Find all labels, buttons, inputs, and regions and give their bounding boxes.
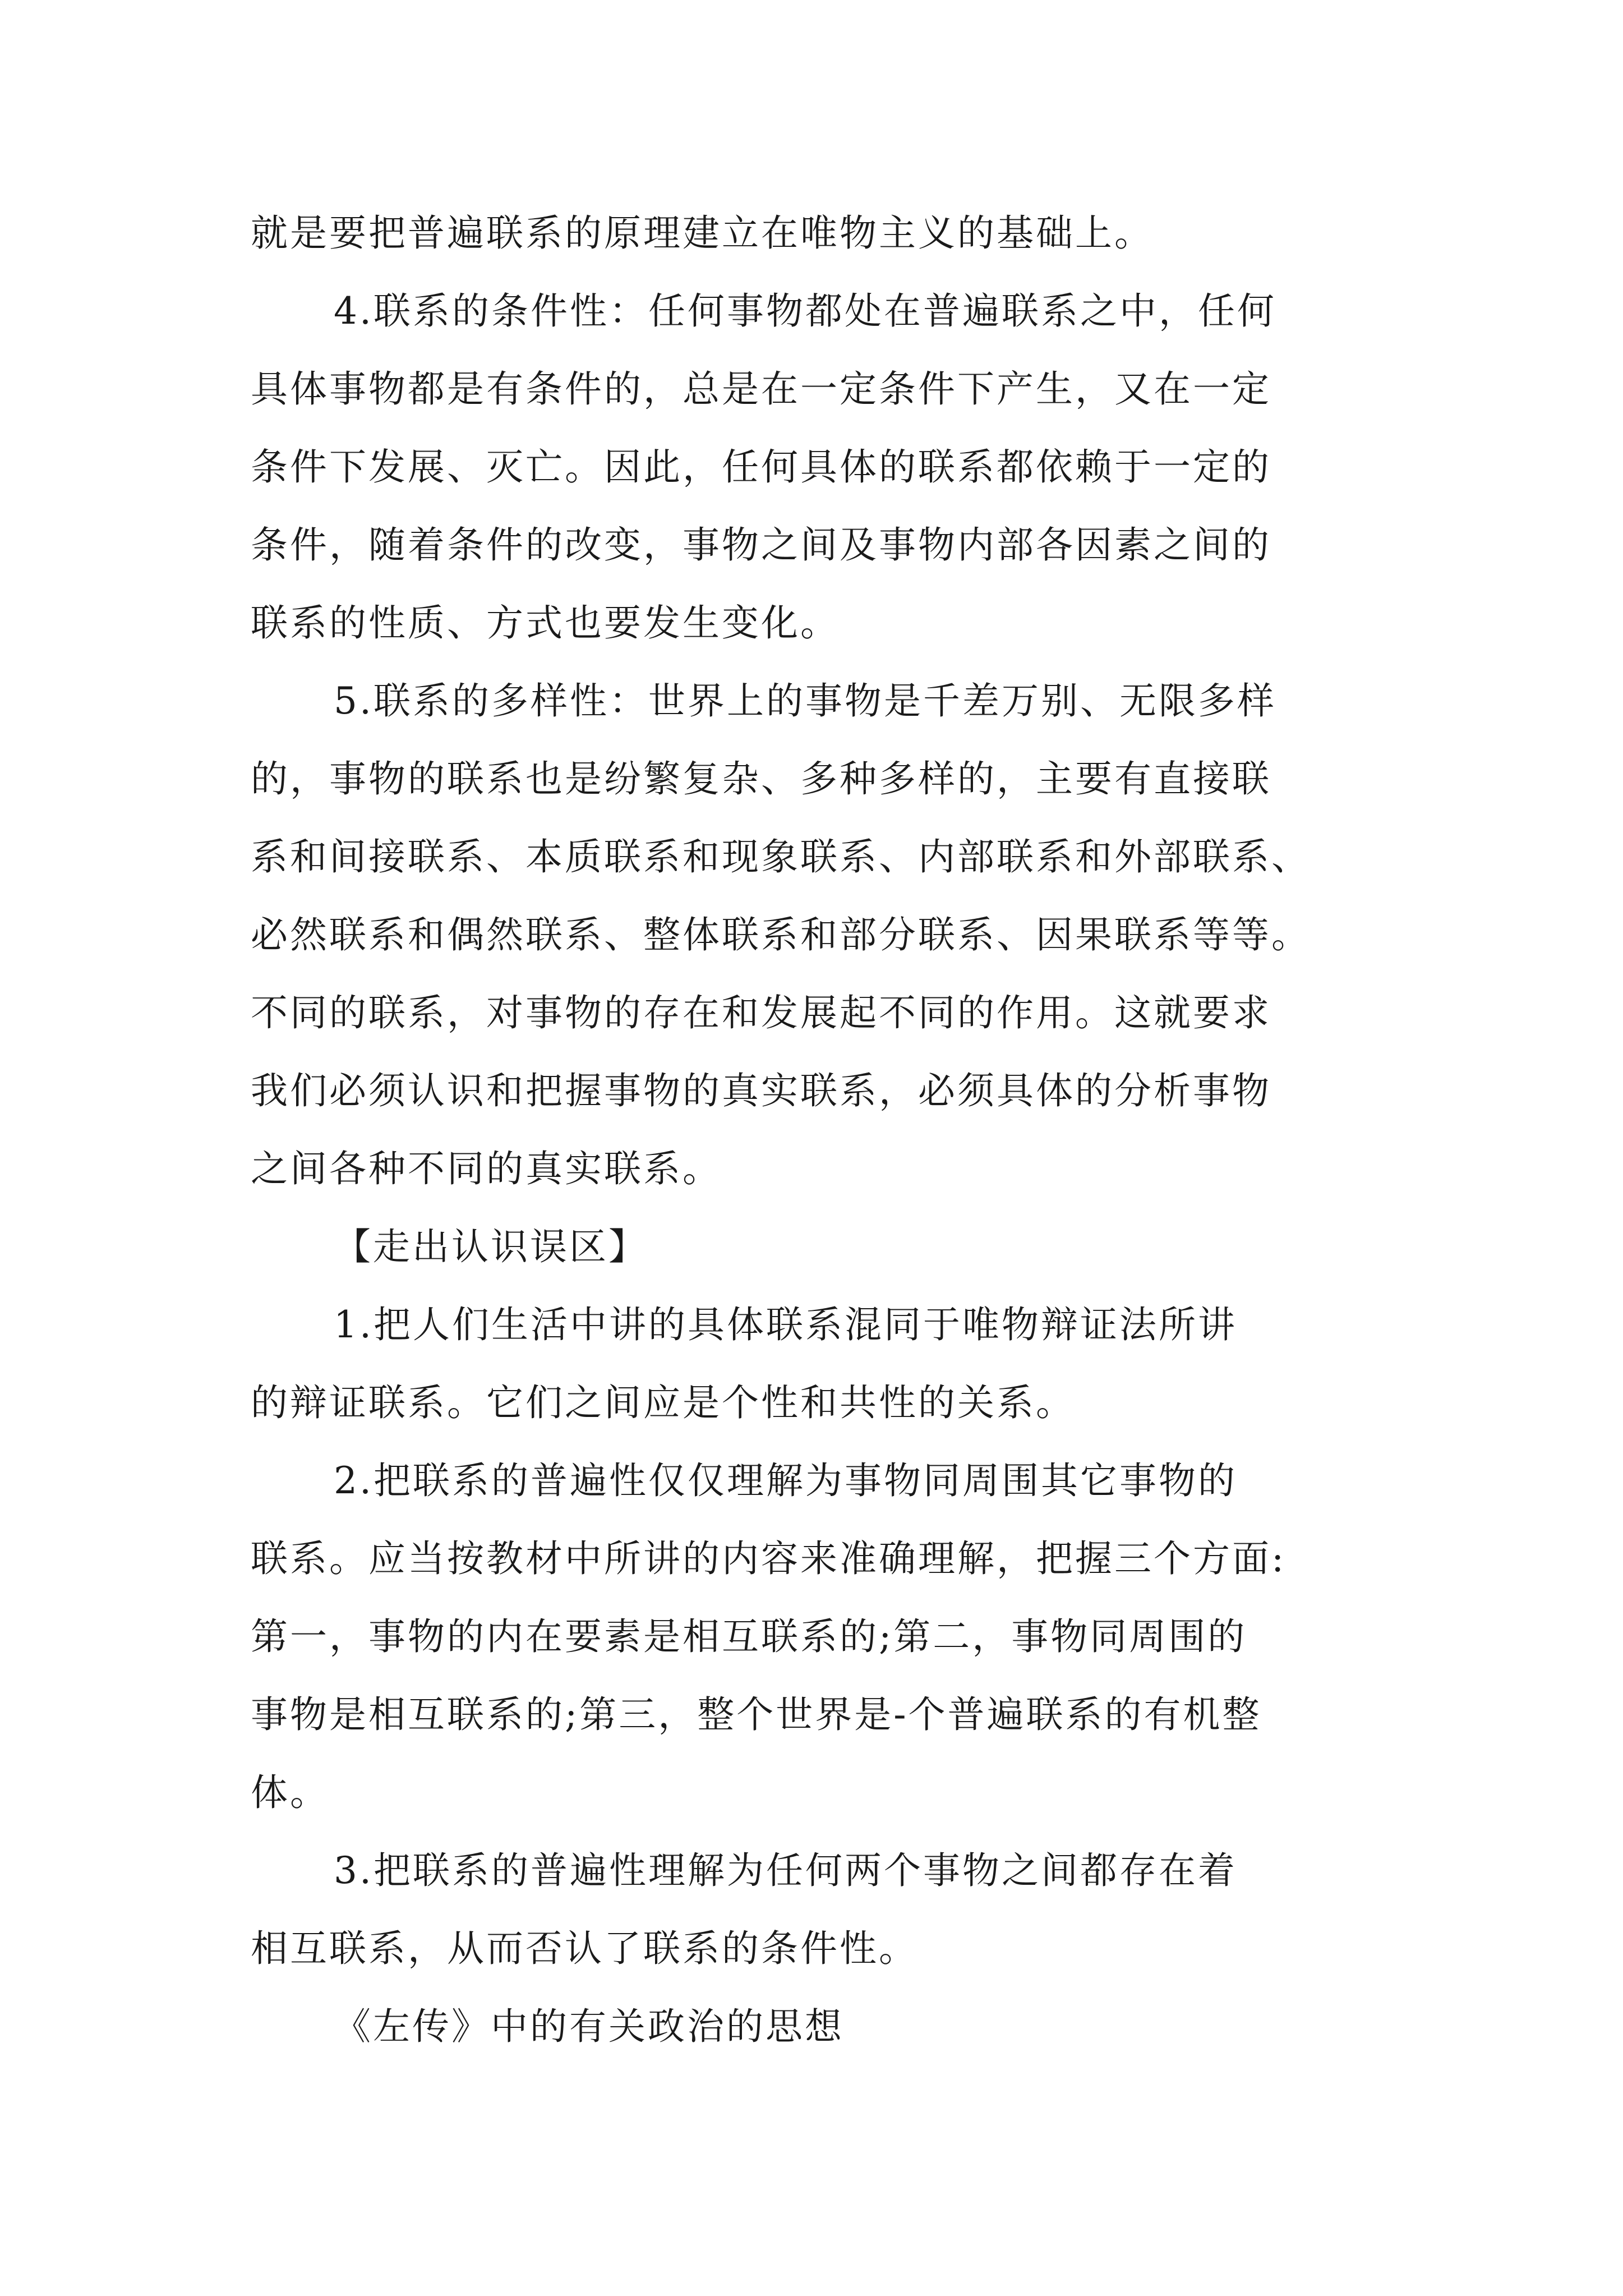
text-line: 条件下发展、灭亡。因此，任何具体的联系都依赖于一定的 <box>251 445 1271 489</box>
text-line: 具体事物都是有条件的，总是在一定条件下产生，又在一定 <box>251 367 1271 411</box>
text-line: 体。 <box>251 1771 329 1814</box>
text-line: 相互联系，从而否认了联系的条件性。 <box>251 1927 918 1970</box>
text-line: 事物是相互联系的;第三，整个世界是-个普遍联系的有机整 <box>251 1693 1262 1736</box>
text-line: 的辩证联系。它们之间应是个性和共性的关系。 <box>251 1381 1075 1424</box>
text-line: 不同的联系，对事物的存在和发展起不同的作用。这就要求 <box>251 991 1271 1034</box>
text-line: 联系的性质、方式也要发生变化。 <box>251 601 840 645</box>
text-line: 第一，事物的内在要素是相互联系的;第二，事物同周围的 <box>251 1615 1247 1658</box>
text-line: 之间各种不同的真实联系。 <box>251 1147 722 1190</box>
text-line: 3.把联系的普遍性理解为任何两个事物之间都存在着 <box>334 1849 1237 1892</box>
text-line: 的，事物的联系也是纷繁复杂、多种多样的，主要有直接联 <box>251 757 1271 800</box>
text-line: 5.联系的多样性：世界上的事物是千差万别、无限多样 <box>334 679 1276 723</box>
document-body <box>251 194 1389 2065</box>
text-line: 联系。应当按教材中所讲的内容来准确理解，把握三个方面: <box>251 1537 1287 1580</box>
text-line: 1.把人们生活中讲的具体联系混同于唯物辩证法所讲 <box>334 1303 1237 1346</box>
section-title: 《左传》中的有关政治的思想 <box>334 2005 844 2048</box>
text-line: 必然联系和偶然联系、整体联系和部分联系、因果联系等等。 <box>251 913 1311 956</box>
text-line: 我们必须认识和把握事物的真实联系，必须具体的分析事物 <box>251 1069 1271 1112</box>
section-heading: 【走出认识误区】 <box>334 1225 648 1268</box>
text-line: 2.把联系的普遍性仅仅理解为事物同周围其它事物的 <box>334 1459 1237 1502</box>
text-line: 系和间接联系、本质联系和现象联系、内部联系和外部联系、 <box>251 835 1311 878</box>
text-line: 就是要把普遍联系的原理建立在唯物主义的基础上。 <box>251 211 1154 255</box>
text-line: 条件，随着条件的改变，事物之间及事物内部各因素之间的 <box>251 523 1271 567</box>
text-line: 4.联系的条件性：任何事物都处在普遍联系之中，任何 <box>334 289 1276 333</box>
